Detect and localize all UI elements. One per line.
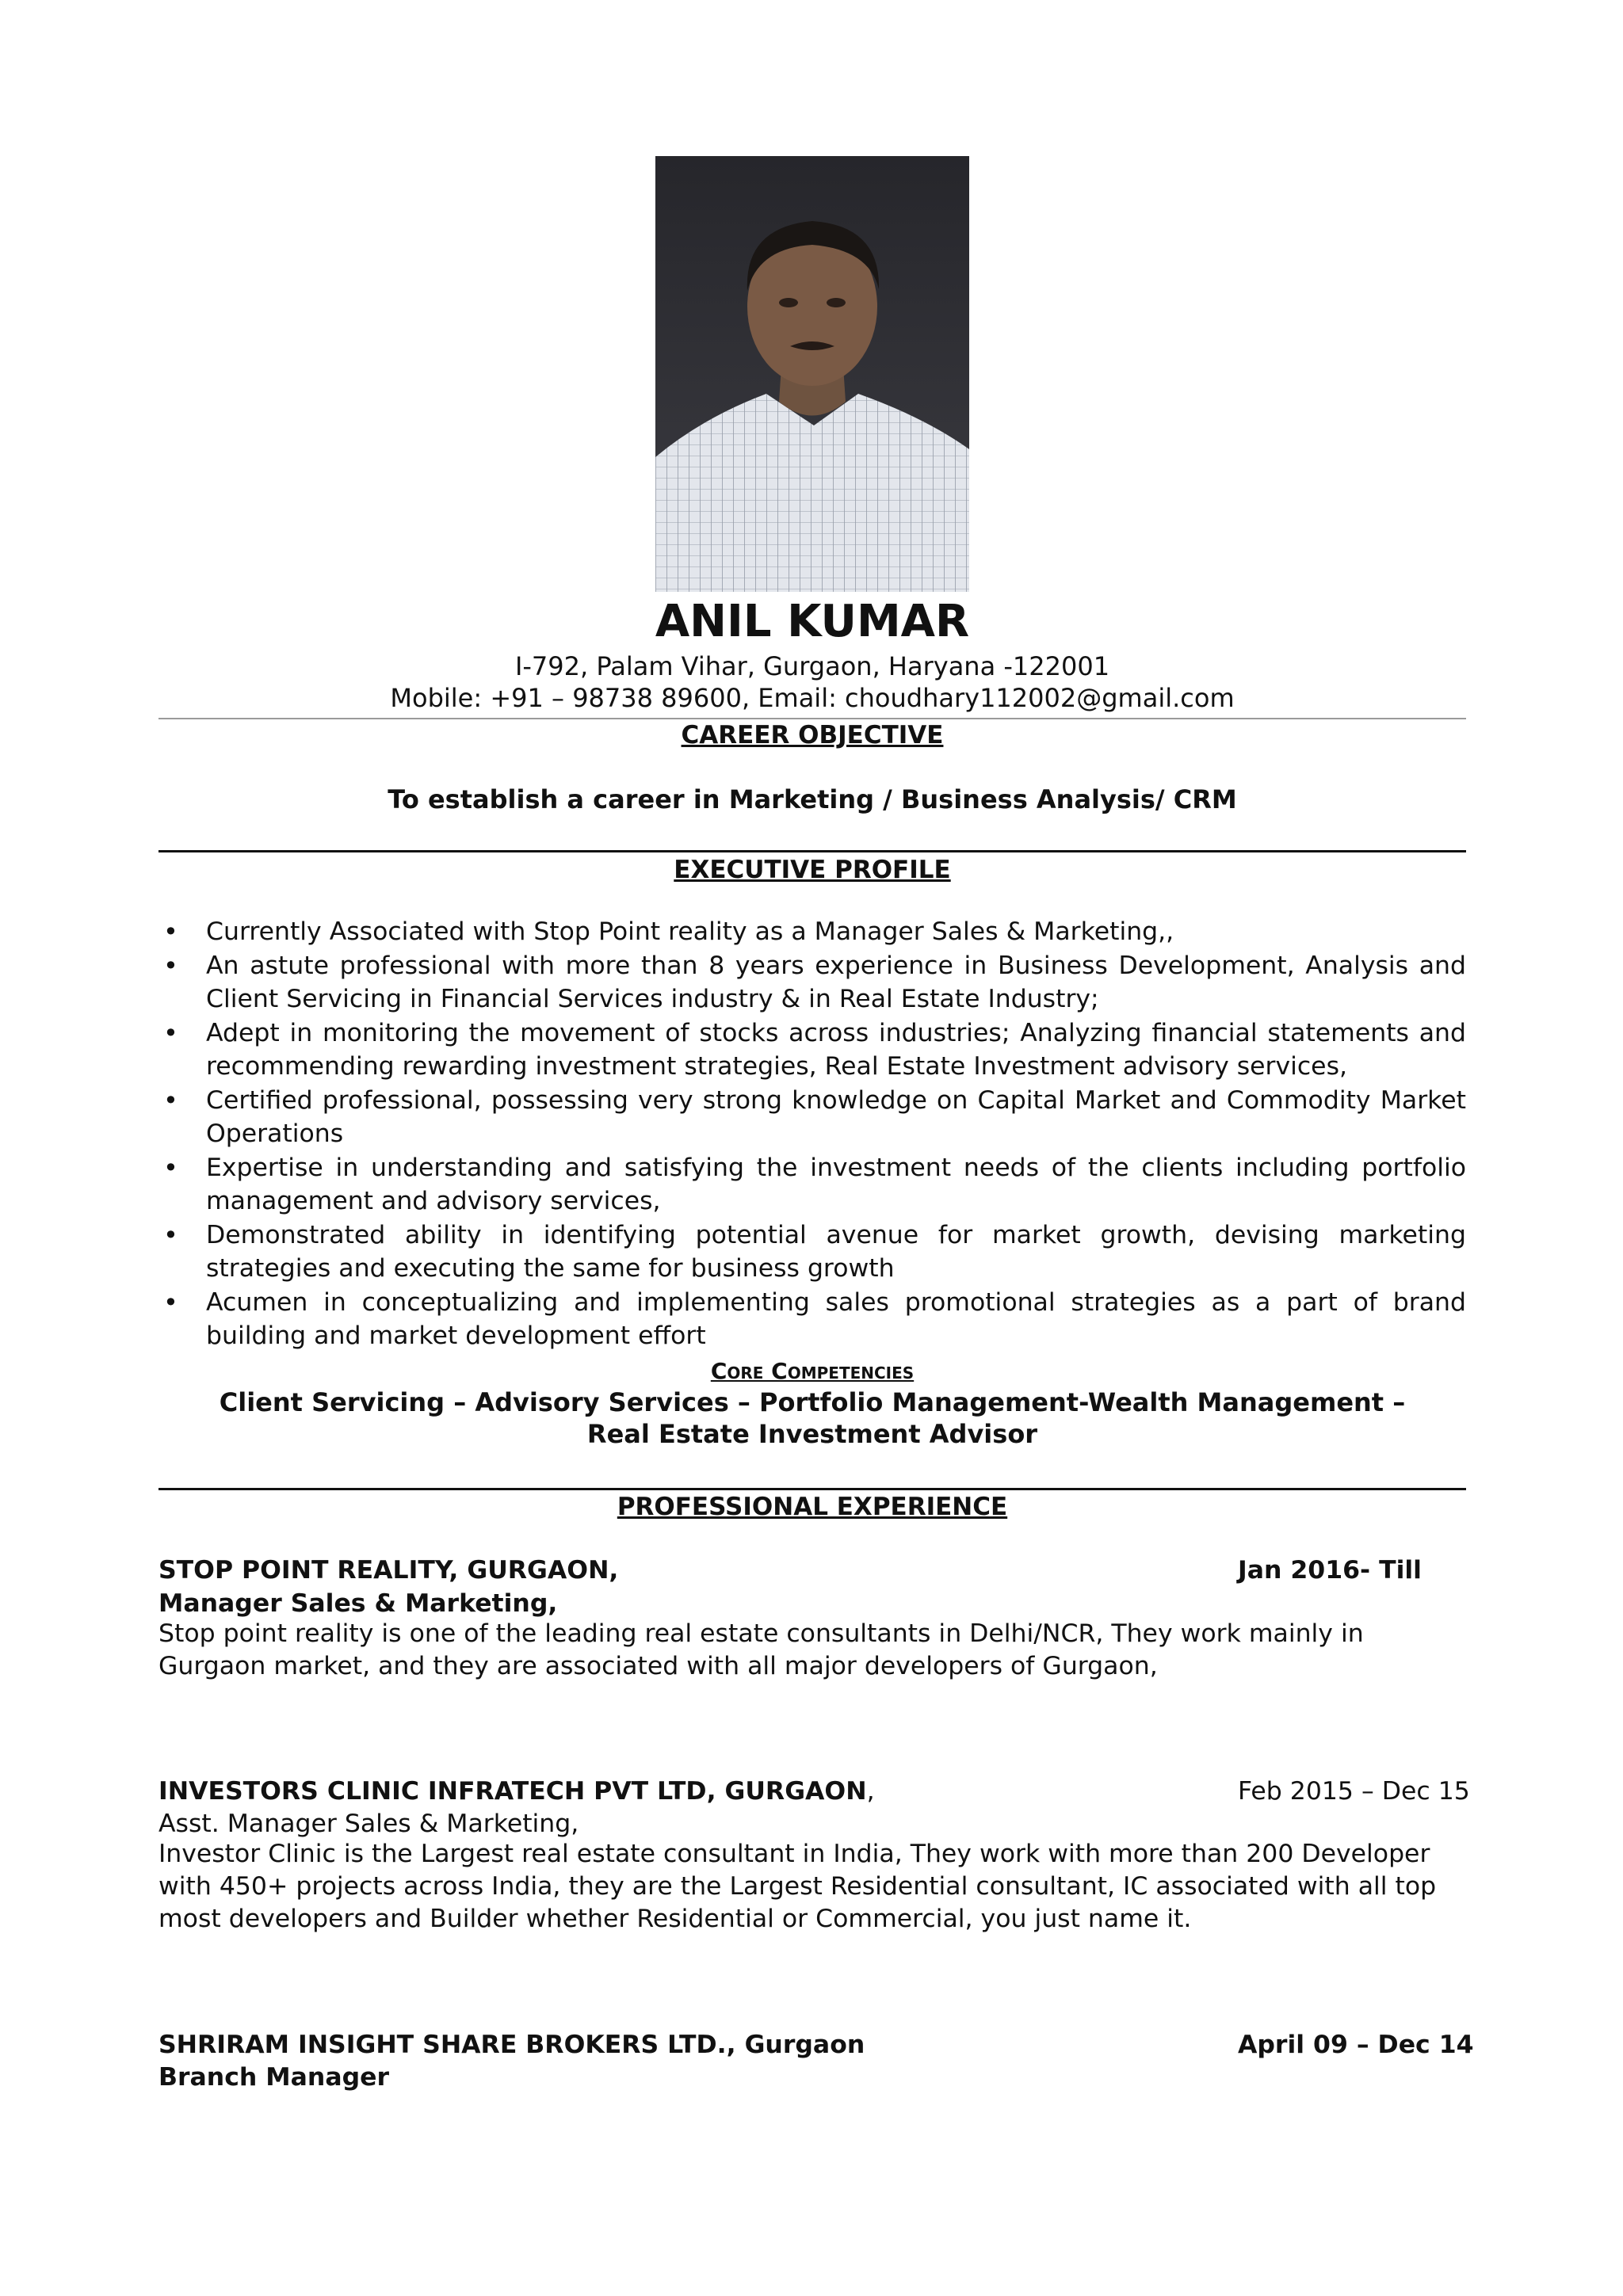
contact-line: Mobile: +91 – 98738 89600, Email: choudhary112002@gmail.com xyxy=(390,683,1235,713)
section-divider xyxy=(158,850,1466,852)
executive-profile-heading: EXECUTIVE PROFILE xyxy=(674,856,951,884)
job-company: STOP POINT REALITY, GURGAON, xyxy=(158,1556,619,1585)
job-role: Asst. Manager Sales & Marketing, xyxy=(158,1810,579,1838)
job-dates: April 09 – Dec 14 xyxy=(1238,2031,1474,2059)
list-item: • Certified professional, possessing very strong knowledge on Capital Market and Commodity Market Operations xyxy=(158,1084,1466,1151)
career-objective-text: To establish a career in Marketing / Business Analysis/ CRM xyxy=(388,784,1237,814)
job-role: Manager Sales & Marketing, xyxy=(158,1589,558,1618)
career-objective-heading: CAREER OBJECTIVE xyxy=(681,721,944,749)
job-dates: Feb 2015 – Dec 15 xyxy=(1238,1777,1470,1806)
profile-photo xyxy=(655,156,969,592)
job-company-suffix: , xyxy=(866,1777,875,1806)
list-item: • Adept in monitoring the movement of stocks across industries; Analyzing financial statements and recommending rewarding investment strategies, Real Estate Investment advisory services, xyxy=(158,1016,1466,1084)
executive-profile-list xyxy=(158,915,1466,1353)
list-item: • An astute professional with more than 8 years experience in Business Development, Analysis and Client Servicing in Financial Services industry & in Real Estate Industry; xyxy=(158,949,1466,1016)
core-competencies-heading: Core Competencies xyxy=(710,1358,915,1384)
job-description: Stop point reality is one of the leading real estate consultants in Delhi/NCR, They work mainly in Gurgaon market, and they are associated with all major developers of Gurgaon, xyxy=(158,1619,1364,1680)
profile-photo-illustration xyxy=(655,156,969,592)
list-item: • Currently Associated with Stop Point reality as a Manager Sales & Marketing,, xyxy=(158,915,1466,949)
job-role: Branch Manager xyxy=(158,2063,390,2092)
section-divider xyxy=(158,1488,1466,1490)
professional-experience-heading: PROFESSIONAL EXPERIENCE xyxy=(617,1493,1008,1521)
job-dates: Jan 2016- Till xyxy=(1238,1556,1422,1585)
job-description: Investor Clinic is the Largest real estate consultant in India, They work with more than 200 Developer with 450+ projects across India, they are the Largest Residential consultant, IC associated with all top most developers and Builder whether Residential or Commercial, you just name it. xyxy=(158,1840,1437,1933)
core-competencies-text: Client Servicing – Advisory Services – Portfolio Management-Wealth Management – Real Estate Investment Advisor xyxy=(219,1387,1406,1449)
address-line: I-792, Palam Vihar, Gurgaon, Haryana -122001 xyxy=(514,651,1110,681)
candidate-name: ANIL KUMAR xyxy=(655,596,970,647)
list-item: • Expertise in understanding and satisfying the investment needs of the clients including portfolio management and advisory services, xyxy=(158,1151,1466,1219)
list-item: • Acumen in conceptualizing and implementing sales promotional strategies as a part of brand building and market development effort xyxy=(158,1286,1466,1353)
job-company: INVESTORS CLINIC INFRATECH PVT LTD, GURGAON xyxy=(158,1777,867,1806)
job-company-line xyxy=(158,1775,1189,1808)
job-company: SHRIRAM INSIGHT SHARE BROKERS LTD., Gurgaon xyxy=(158,2031,865,2059)
list-item: • Demonstrated ability in identifying potential avenue for market growth, devising marketing strategies and executing the same for business growth xyxy=(158,1219,1466,1286)
